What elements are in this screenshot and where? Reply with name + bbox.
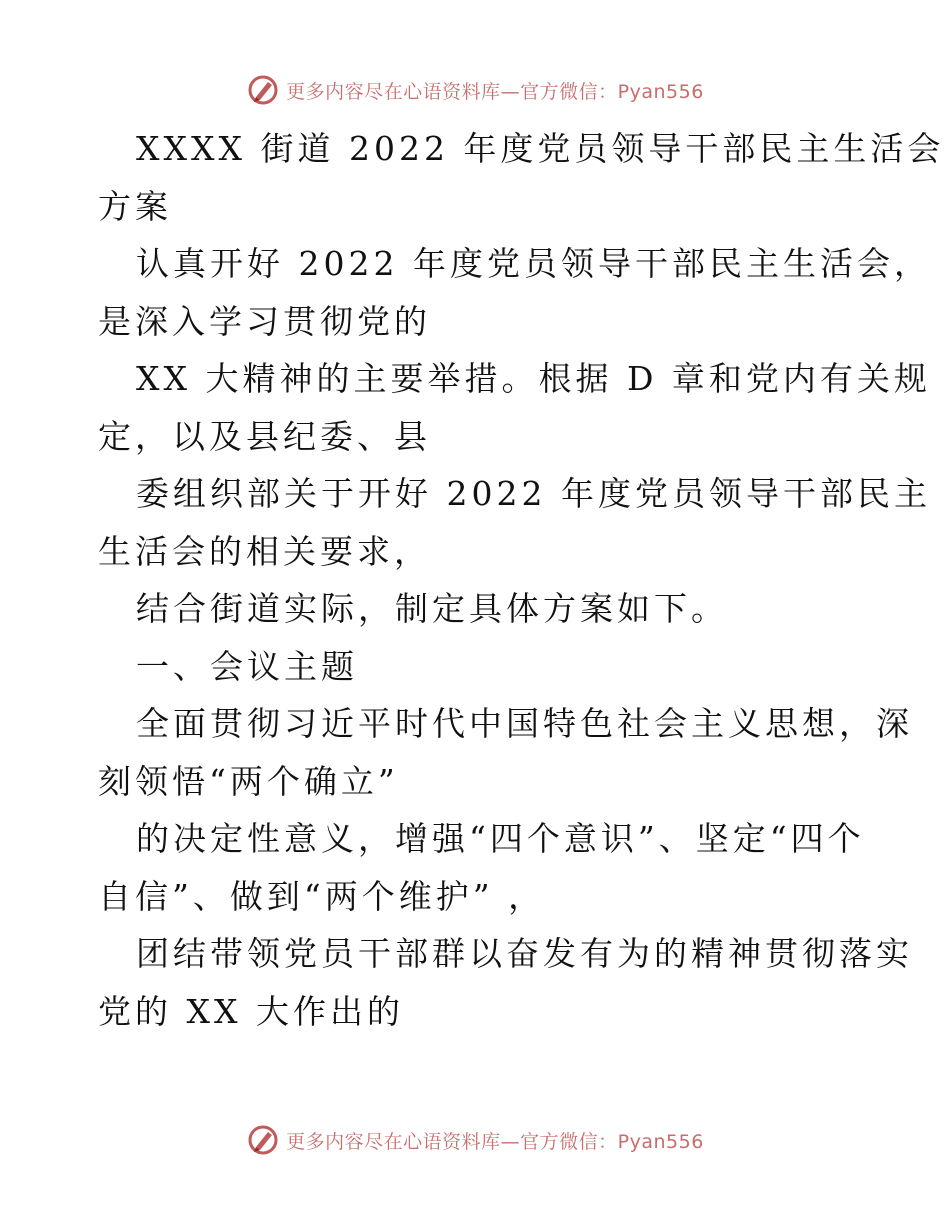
text-line: 结合街道实际，制定具体方案如下。 (136, 589, 728, 628)
text-line: 刻领悟“两个确立” (98, 761, 399, 801)
text-line: 全面贯彻习近平时代中国特色社会主义思想，深 (136, 704, 913, 743)
text-line: 自信”、做到“两个维护” ， (98, 876, 546, 916)
text-line: 是深入学习贯彻党的 (98, 301, 431, 341)
text-line: 委组织部关于开好 2022 年度党员领导干部民主 (136, 474, 931, 513)
text-line: 党的 XX 大作出的 (98, 991, 404, 1031)
text-line: 方案 (98, 186, 172, 226)
text-line: 的决定性意义，增强“四个意识”、坚定“四个 (136, 819, 865, 858)
watermark-text: 更多内容尽在心语资料库—官方微信：Pyan556 (286, 1130, 704, 1153)
text-line: XX 大精神的主要举措。根据 D 章和党内有关规 (136, 359, 931, 398)
text-line: 定，以及县纪委、县 (98, 416, 431, 456)
section-heading: 一、会议主题 (136, 646, 358, 686)
document-body (98, 120, 945, 1040)
text-line: 生活会的相关要求， (98, 531, 431, 571)
footer-watermark (0, 1120, 950, 1160)
watermark-text: 更多内容尽在心语资料库—官方微信：Pyan556 (286, 80, 704, 103)
pen-circle-logo-icon (246, 1123, 280, 1157)
text-line: 团结带领党员干部群以奋发有为的精神贯彻落实 (136, 934, 913, 973)
text-line: XXXX 街道 2022 年度党员领导干部民主生活会 (136, 129, 945, 168)
text-line: 认真开好 2022 年度党员领导干部民主生活会， (136, 244, 931, 283)
pen-circle-logo-icon (246, 73, 280, 107)
header-watermark (0, 70, 950, 110)
